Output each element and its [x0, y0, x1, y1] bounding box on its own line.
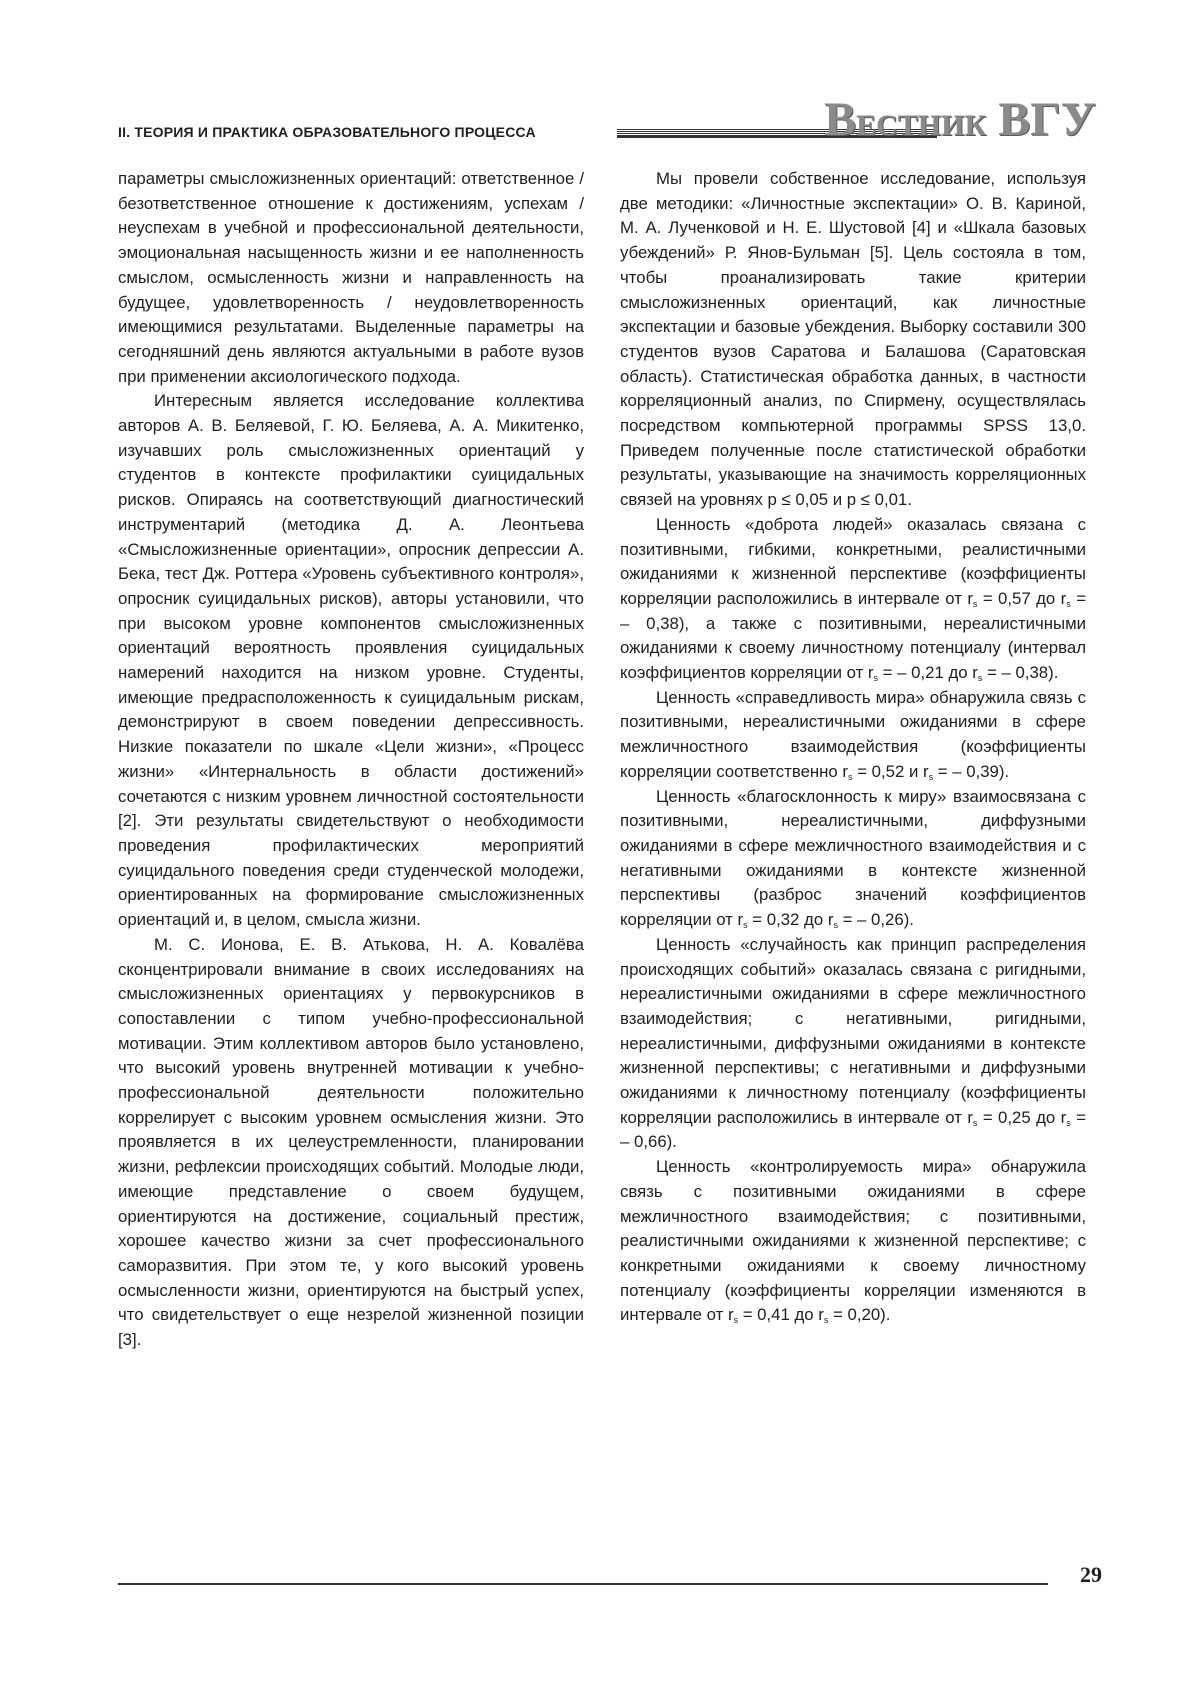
journal-logo-initial: В: [824, 93, 857, 146]
paragraph: параметры смысложизненных ориентаций: ответственное / безответственное отношение к достижениям, успехам / неуспехам в учебной и профессиональной деятельности, эмоциональная насыщенность жизни и ее наполненность смыслом, осмысленность жизни и направленность на будущее, удовлетворенность / неудовлетворенность имеющимися результатами. Выделенные параметры на сегодняшний день являются актуальными в работе вузов при применении аксиологического подхода.: [118, 169, 584, 386]
paragraph: Ценность «доброта людей» оказалась связана с позитивными, гибкими, конкретными, реалистичными ожиданиями к жизненной перспективе (коэффициенты корреляции расположились в интервале от $r_s = 0,57$ до $r_s$ = – 0,38), а также с позитивными, нереалистичными ожиданиями к своему личностному потенциалу (интервал коэффициентов корреляции от $r_s$ = – 0,21 до $r_s$ = – 0,38).: [620, 514, 1086, 684]
paragraph: Ценность «благосклонность к миру» взаимосвязана с позитивными, нереалистичными, диффузными ожиданиями в сфере межличностного взаимодействия и с негативными ожиданиями в контексте жизненной перспективы (разброс значений коэффициентов корреляции от $r_s = 0,32$ до $r_s$ = – 0,26).: [620, 786, 1086, 931]
right-column: [620, 167, 1086, 1328]
journal-logo: [824, 93, 1096, 150]
paragraph: Ценность «случайность как принцип распределения происходящих событий» оказалась связана с ригидными, нереалистичными ожиданиями в сфере межличностного взаимодействия; с негативными, ригидными, нереалистичными, диффузными ожиданиями в контексте жизненной перспективы; с негативными и диффузными ожиданиями к личностному потенциалу (коэффициенты корреляции расположились в интервале от $r_s = 0,25$ до $r_s$ = – 0,66).: [620, 934, 1086, 1152]
journal-logo-vgu: ВГУ: [998, 93, 1096, 146]
page-header: [118, 93, 1096, 148]
paragraph: Ценность «контролируемость мира» обнаружила связь с позитивными ожиданиями в сфере межличностного взаимодействия; с позитивными, реалистичными ожиданиями к жизненной перспективе; с конкретными ожиданиями к своему личностному потенциалу (коэффициенты корреляции изменяются в интервале от $r_s = 0,41$ до $r_s = 0,20$).: [620, 1157, 1086, 1326]
footer-rule: [118, 1583, 1048, 1585]
page-number: 29: [1080, 1562, 1102, 1587]
paragraph: Мы провели собственное исследование, используя две методики: «Личностные экспектации» О. В. Кариной, М. А. Лученковой и Н. Е. Шустовой [4] и «Шкала базовых убеждений» Р. Янов-Бульман [5]. Цель состояла в том, чтобы проанализировать такие критерии смысложизненных ориентаций, как личностные экспектации и базовые убеждения. Выборку составили 300 студентов вузов Саратова и Балашова (Саратовская область). Статистическая обработка данных, в частности корреляционный анализ, по Спирмену, осуществлялась посредством компьютерной программы SPSS 13,0. Приведем полученные после статистической обработки результаты, указывающие на значимость корреляционных связей на уровнях p ≤ 0,05 и p ≤ 0,01.: [620, 169, 1086, 510]
paragraph: Интересным является исследование коллектива авторов А. В. Беляевой, Г. Ю. Беляева, А. А. Микитенко, изучавших роль смысложизненных ориентаций у студентов в контексте профилактики суицидальных рисков. Опираясь на соответствующий диагностический инструментарий (методика Д. А. Леонтьева «Смысложизненные ориентации», опросник депрессии А. Бека, тест Дж. Роттера «Уровень субъективного контроля», опросник суицидальных рисков), авторы установили, что при высоком уровне компонентов смысложизненных ориентаций вероятность проявления суицидальных намерений находится на низком уровне. Студенты, имеющие предрасположенность к суицидальным рискам, демонстрируют в своем поведении депрессивность. Низкие показатели по шкале «Цели жизни», «Процесс жизни» «Интернальность в области достижений» сочетаются с низким уровнем личностной состоятельности [2]. Эти результаты свидетельствуют о необходимости проведения профилактических мероприятий суицидального поведения среди студенческой молодежи, ориентированных на формирование смысложизненных ориентаций и, в целом, смысла жизни.: [118, 391, 584, 930]
paragraph: М. С. Ионова, Е. В. Атькова, Н. А. Ковалёва сконцентрировали внимание в своих исследованиях на смысложизненных ориентациях у первокурсников в сопоставлении с типом учебно-профессиональной мотивации. Этим коллективом авторов было установлено, что высокий уровень внутренней мотивации к учебно-профессиональной деятельности положительно коррелирует с высоким уровнем осмысления жизни. Это проявляется в их целеустремленности, планировании жизни, рефлексии происходящих событий. Молодые люди, имеющие представление о своем будущем, ориентируются на достижение, социальный престиж, хорошее качество жизни за счет профессионального саморазвития. При этом те, у кого высокий уровень осмысленности жизни, ориентируются на быстрый успех, что свидетельствует о еще незрелой жизненной позиции [3].: [118, 934, 584, 1350]
paragraph: Ценность «справедливость мира» обнаружила связь с позитивными, нереалистичными ожиданиями в сфере межличностного взаимодействия (коэффициенты корреляции соответственно $r_s = 0,52$ и $r_s$ = – 0,39).: [620, 687, 1086, 782]
section-title: II. ТЕОРИЯ И ПРАКТИКА ОБРАЗОВАТЕЛЬНОГО ПРОЦЕССА: [118, 124, 536, 140]
left-column: [118, 167, 584, 1353]
journal-logo-word: ЕСТНИК: [856, 109, 987, 142]
